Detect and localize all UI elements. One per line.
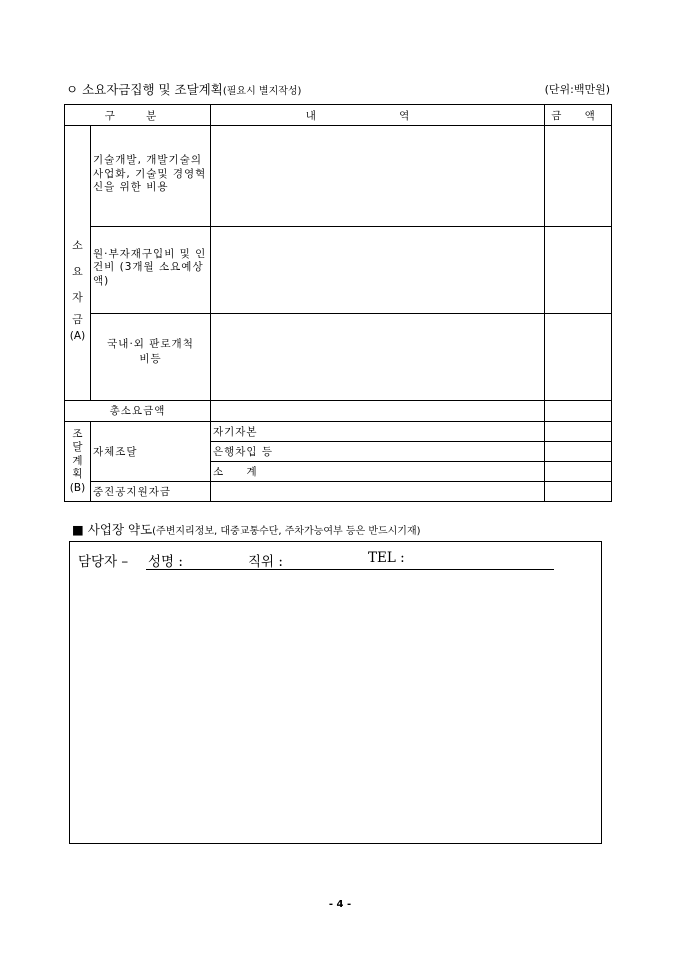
funding-plan-table: [64, 104, 612, 502]
page-number: - 4 -: [328, 899, 352, 910]
support-fund-label: 중진공지원자금: [91, 482, 211, 502]
unit-label: (단위:백만원): [544, 83, 610, 96]
item-market-cost: 국내·외 판로개척비등: [91, 314, 211, 401]
detail-cell: [211, 126, 545, 227]
table-header-row: [65, 105, 612, 126]
section-title-text: 소요자금집행 및 조달계획: [82, 82, 223, 97]
detail-cell: 자기자본: [211, 422, 545, 442]
section-subtitle: (필요시 별지작성): [222, 86, 302, 97]
name-field-label: 성명 :: [148, 554, 183, 570]
detail-cell: [211, 482, 545, 502]
section-title-funding: [66, 80, 612, 98]
header-details: 내 역: [211, 105, 545, 126]
detail-cell: 은행차입 등: [211, 442, 545, 462]
amount-cell: [545, 482, 612, 502]
amount-cell: [545, 126, 612, 227]
site-map-box[interactable]: [69, 541, 602, 844]
amount-cell: [545, 314, 612, 401]
section-title-map: [72, 520, 421, 538]
requirement-label: 소 요 자 금 (A): [65, 126, 91, 401]
table-row-total: [65, 401, 612, 422]
table-row: [65, 314, 612, 401]
header-category: 구 분: [65, 105, 211, 126]
detail-cell: 소 계: [211, 462, 545, 482]
section-bullet: ㅇ: [66, 82, 79, 97]
contact-prefix: 담당자 –: [78, 554, 129, 570]
self-funding-label: 자체조달: [91, 422, 211, 482]
contact-underline: [146, 569, 554, 570]
amount-cell: [545, 227, 612, 314]
total-label: 총소요금액: [65, 401, 211, 422]
table-row: [65, 227, 612, 314]
detail-cell: [211, 314, 545, 401]
section-title-text: 사업장 약도: [87, 522, 153, 537]
header-amount: 금 액: [545, 105, 612, 126]
item-material-labor-cost: 원·부자재구입비 및 인건비 (3개월 소요예상액): [91, 227, 211, 314]
amount-cell: [545, 422, 612, 442]
section-bullet: ■: [72, 522, 84, 537]
funding-label: 조 달 계 획 (B): [65, 422, 91, 502]
amount-cell: [545, 442, 612, 462]
table-row: [65, 482, 612, 502]
amount-cell: [545, 401, 612, 422]
detail-cell: [211, 401, 545, 422]
section-subtitle: (주변지리정보, 대중교통수단, 주차가능여부 등은 반드시기재): [152, 526, 421, 537]
table-row: [65, 126, 612, 227]
position-field-label: 직위 :: [248, 554, 283, 570]
tel-field-label: TEL :: [368, 550, 405, 566]
table-row: [65, 422, 612, 442]
amount-cell: [545, 462, 612, 482]
item-rnd-cost: 기술개발, 개발기술의 사업화, 기술및 경영혁신을 위한 비용: [91, 126, 211, 227]
detail-cell: [211, 227, 545, 314]
